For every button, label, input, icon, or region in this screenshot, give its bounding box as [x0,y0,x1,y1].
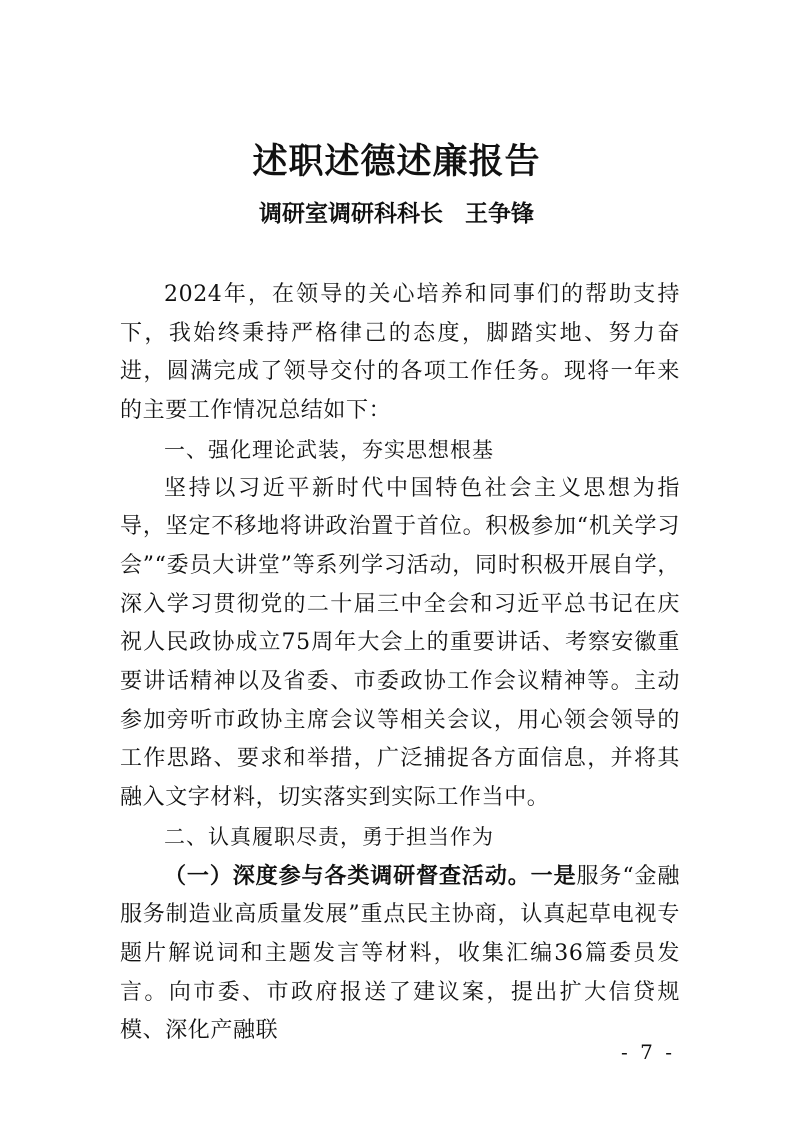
section-heading-1: 一、强化理论武装，夯实思想根基 [164,437,494,462]
intro-paragraph: 2024年，在领导的关心培养和同事们的帮助支持下，我始终秉持严格律己的态度，脚踏实地、努力奋进，圆满完成了领导交付的各项工作任务。现将一年来的主要工作情况总结如下： [120,282,680,424]
author-name: 王争锋 [465,200,534,227]
report-body [120,276,680,1051]
author-unit: 调研室调研科科长 [259,200,443,227]
section-1-paragraph: 坚持以习近平新时代中国特色社会主义思想为指导，坚定不移地将讲政治置于首位。积极参加“机关学习会”“委员大讲堂”等系列学习活动，同时积极开展自学，深入学习贯彻党的二十届三中全会和习近平总书记在庆祝人民政协成立75周年大会上的重要讲话、考察安徽重要讲话精神以及省委、市委政协工作会议精神等。主动参加旁听市政协主席会议等相关会议，用心领会领导的工作思路、要求和举措，广泛捕捉各方面信息，并将其融入文字材料，切实落实到实际工作当中。 [120,475,680,811]
page-number: - 7 - [621,1040,675,1064]
author-line [0,198,793,230]
subsection-1-paragraph [120,857,680,1052]
report-title: 述职述德述廉报告 [252,141,541,182]
subsection-1-text: 服务“金融服务制造业高质量发展”重点民主协商，认真起草电视专题片解说词和主题发言等材料，收集汇编36篇委员发言。向市委、市政府报送了建议案，提出扩大信贷规模、深化产融联 [120,863,681,1044]
subsection-1-lead: （一）深度参与各类调研督查活动。 [164,862,531,889]
subsection-1-marker: 一是 [530,862,577,889]
section-heading-2: 二、认真履职尽责，勇于担当作为 [164,824,494,849]
